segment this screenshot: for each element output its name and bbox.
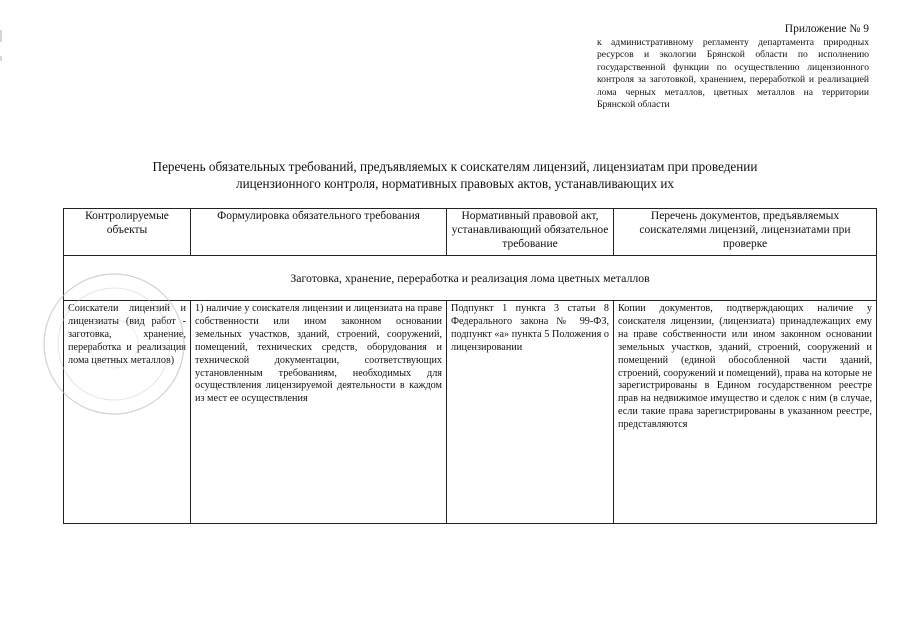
section-row (64, 256, 877, 301)
appendix-text: к административному регламенту департамента природных ресурсов и экологии Брянской области по исполнению государственной функции по осуществлению лицензионного контроля за заготовкой, хранением, переработкой и реализацией лома черных металлов, цветных металлов на территории Брянской области (597, 37, 869, 111)
header-documents: Перечень документов, предъявляемых соискателями лицензий, лицензиатами при проверке (614, 209, 877, 256)
header-requirement: Формулировка обязательного требования (191, 209, 447, 256)
header-act: Нормативный правовой акт, устанавливающий обязательное требование (447, 209, 614, 256)
scan-edge-marks (0, 0, 10, 640)
appendix-number: Приложение № 9 (784, 23, 869, 35)
title-line-2: лицензионного контроля, нормативных правовых актов, устанавливающих их (235, 176, 675, 191)
table-header-row (64, 209, 877, 256)
requirements-table (63, 208, 877, 524)
document-title (80, 158, 830, 192)
cell-objects: Соискатели лицензий и лицензиаты (вид работ - заготовка, хранение, переработка и реализация лома цветных металлов) (64, 301, 191, 524)
cell-documents: Копии документов, подтверждающих наличие у соискателя лицензии, (лицензиата) принадлежащих ему на праве собственности или ином законном основании земельных участков, зданий, строений, сооружений и помещений (единой обособленной части зданий, строений, сооружений и помещений), права на которые не зарегистрированы в Едином государственном реестре прав на недвижимое имущество и сделок с ним (в случае, если такие права зарегистрированы в указанном реестре, представляются (614, 301, 877, 524)
section-title: Заготовка, хранение, переработка и реализация лома цветных металлов (64, 256, 877, 301)
cell-act: Подпункт 1 пункта 3 статьи 8 Федерального закона № 99-ФЗ, подпункт «а» пункта 5 Положения о лицензировании (447, 301, 614, 524)
cell-requirement: 1) наличие у соискателя лицензии и лицензиата на праве собственности или ином законном основании земельных участков, зданий, строений, сооружений, помещений, технических средств, оборудования и технической документации, соответствующих установленным требованиям, необходимых для осуществления лицензируемой деятельности в каждом из мест ее осуществления (191, 301, 447, 524)
table-row (64, 301, 877, 524)
appendix-block (597, 22, 869, 111)
title-line-1: Перечень обязательных требований, предъявляемых к соискателям лицензий, лицензиатам при проведении (152, 159, 758, 174)
header-objects: Контролируемые объекты (64, 209, 191, 256)
